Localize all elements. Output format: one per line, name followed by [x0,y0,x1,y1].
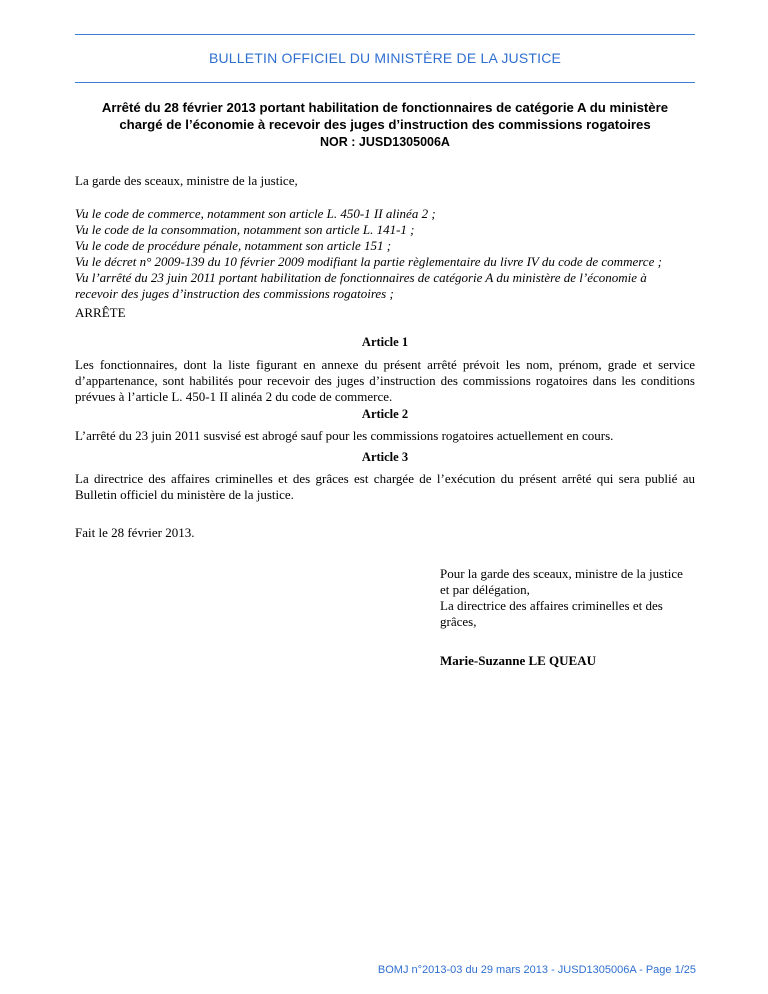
visa-line: Vu le code de commerce, notamment son article L. 450-1 II alinéa 2 ; [75,206,436,221]
article-3-title: Article 3 [361,450,409,464]
signature-line: grâces, [440,614,477,629]
bulletin-header-title: BULLETIN OFFICIEL DU MINISTÈRE DE LA JUSTICE [208,50,562,66]
arrete-heading: ARRÊTE [75,305,126,320]
visa-line: recevoir des juges d’instruction des commissions rogatoires ; [75,286,394,301]
visa-line: Vu l’arrêté du 23 juin 2011 portant habilitation de fonctionnaires de catégorie A du ministère de l’économie à [75,270,647,285]
document-title [75,99,695,151]
signature-line: Pour la garde des sceaux, ministre de la justice [440,566,683,581]
article-3-text: La directrice des affaires criminelles et des grâces est chargée de l’exécution du présent arrêté qui sera publié au Bulletin officiel du ministère de la justice. [75,471,695,502]
signing-date: Fait le 28 février 2013. [75,525,195,540]
visas-list [75,206,695,302]
visa-line: Vu le code de la consommation, notamment son article L. 141-1 ; [75,222,415,237]
visa-line: Vu le décret n° 2009-139 du 10 février 2009 modifiant la partie règlementaire du livre IV du code de commerce ; [75,254,662,269]
document-title-line-1: Arrêté du 28 février 2013 portant habilitation de fonctionnaires de catégorie A du ministère [101,100,669,115]
article-2-text: L’arrêté du 23 juin 2011 susvisé est abrogé sauf pour les commissions rogatoires actuellement en cours. [75,428,614,443]
document-title-line-2: chargé de l’économie à recevoir des juges d’instruction des commissions rogatoires [119,117,651,132]
intro-text: La garde des sceaux, ministre de la justice, [75,173,298,188]
signature-block [440,566,700,669]
visa-line: Vu le code de procédure pénale, notamment son article 151 ; [75,238,392,253]
header-top-rule [75,34,695,35]
article-2-title: Article 2 [361,407,409,421]
article-1-text: Les fonctionnaires, dont la liste figurant en annexe du présent arrêté prévoit les nom, prénom, grade et service d’appartenance, sont habilités pour recevoir des juges d’instruction des commissions rogatoires dans les conditions prévues à l’article L. 450-1 II alinéa 2 du code de commerce. [75,357,695,404]
nor-reference: NOR : JUSD1305006A [320,135,450,149]
signature-line: et par délégation, [440,582,530,597]
article-1-title: Article 1 [361,335,409,349]
page-footer: BOMJ n°2013-03 du 29 mars 2013 - JUSD1305006A - Page 1/25 [377,964,696,976]
signature-line: La directrice des affaires criminelles et des [440,598,663,613]
header-bottom-rule [75,82,695,83]
signatory-name: Marie-Suzanne LE QUEAU [440,653,596,668]
